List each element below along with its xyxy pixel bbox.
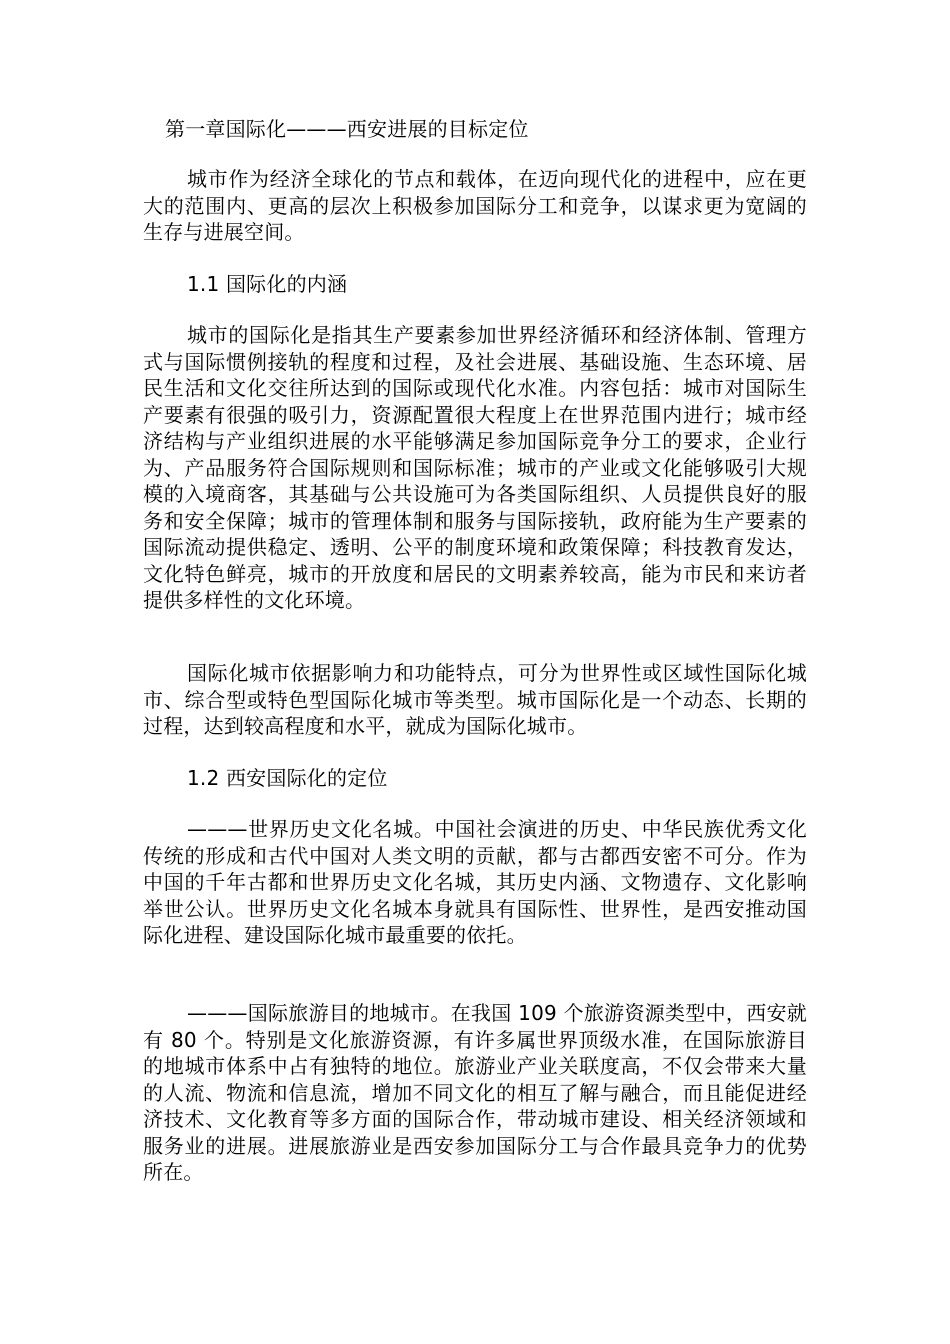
chapter-title: 第一章国际化———西安进展的目标定位 [165,117,529,141]
section-1-1-paragraph-1: 城市的国际化是指其生产要素参加世界经济循环和经济体制、管理方式与国际惯例接轨的程度和过程，及社会进展、基础设施、生态环境、居民生活和文化交往所达到的国际或现代化水准。内容包括：城市对国际生产要素有很强的吸引力，资源配置很大程度上在世界范围内进行；城市经济结构与产业组织进展的水平能够满足参加国际竞争分工的要求，企业行为、产品服务符合国际规则和国际标准；城市的产业或文化能够吸引大规模的入境商客，其基础与公共设施可为各类国际组织、人员提供良好的服务和安全保障；城市的管理体制和服务与国际接轨，政府能为生产要素的国际流动提供稳定、透明、公平的制度环境和政策保障；科技教育发达，文化特色鲜亮，城市的开放度和居民的文明素养较高，能为市民和来访者提供多样性的文化环境。 [143,323,807,612]
section-1-2-paragraph-1: ———世界历史文化名城。中国社会演进的历史、中华民族优秀文化传统的形成和古代中国对人类文明的贡献，都与古都西安密不可分。作为中国的千年古都和世界历史文化名城，其历史内涵、文物遗存、文化影响举世公认。世界历史文化名城本身就具有国际性、世界性，是西安推动国际化进程、建设国际化城市最重要的依托。 [143,817,807,947]
section-1-1-heading: 1.1 国际化的内涵 [187,272,348,296]
section-1-2-paragraph-2: ———国际旅游目的地城市。在我国 109 个旅游资源类型中，西安就有 80 个。特别是文化旅游资源，有许多属世界顶级水准，在国际旅游目的地城市体系中占有独特的地位。旅游业产业关联度高，不仅会带来大量的人流、物流和信息流，增加不同文化的相互了解与融合，而且能促进经济技术、文化教育等多方面的国际合作，带动城市建设、相关经济领域和服务业的进展。进展旅游业是西安参加国际分工与合作最具竞争力的优势所在。 [143,1001,807,1184]
intro-paragraph: 城市作为经济全球化的节点和载体，在迈向现代化的进程中，应在更大的范围内、更高的层次上积极参加国际分工和竞争，以谋求更为宽阔的生存与进展空间。 [143,167,807,244]
section-1-1-paragraph-2: 国际化城市依据影响力和功能特点，可分为世界性或区域性国际化城市、综合型或特色型国际化城市等类型。城市国际化是一个动态、长期的过程，达到较高程度和水平，就成为国际化城市。 [143,661,807,738]
section-1-2-heading: 1.2 西安国际化的定位 [187,766,388,790]
